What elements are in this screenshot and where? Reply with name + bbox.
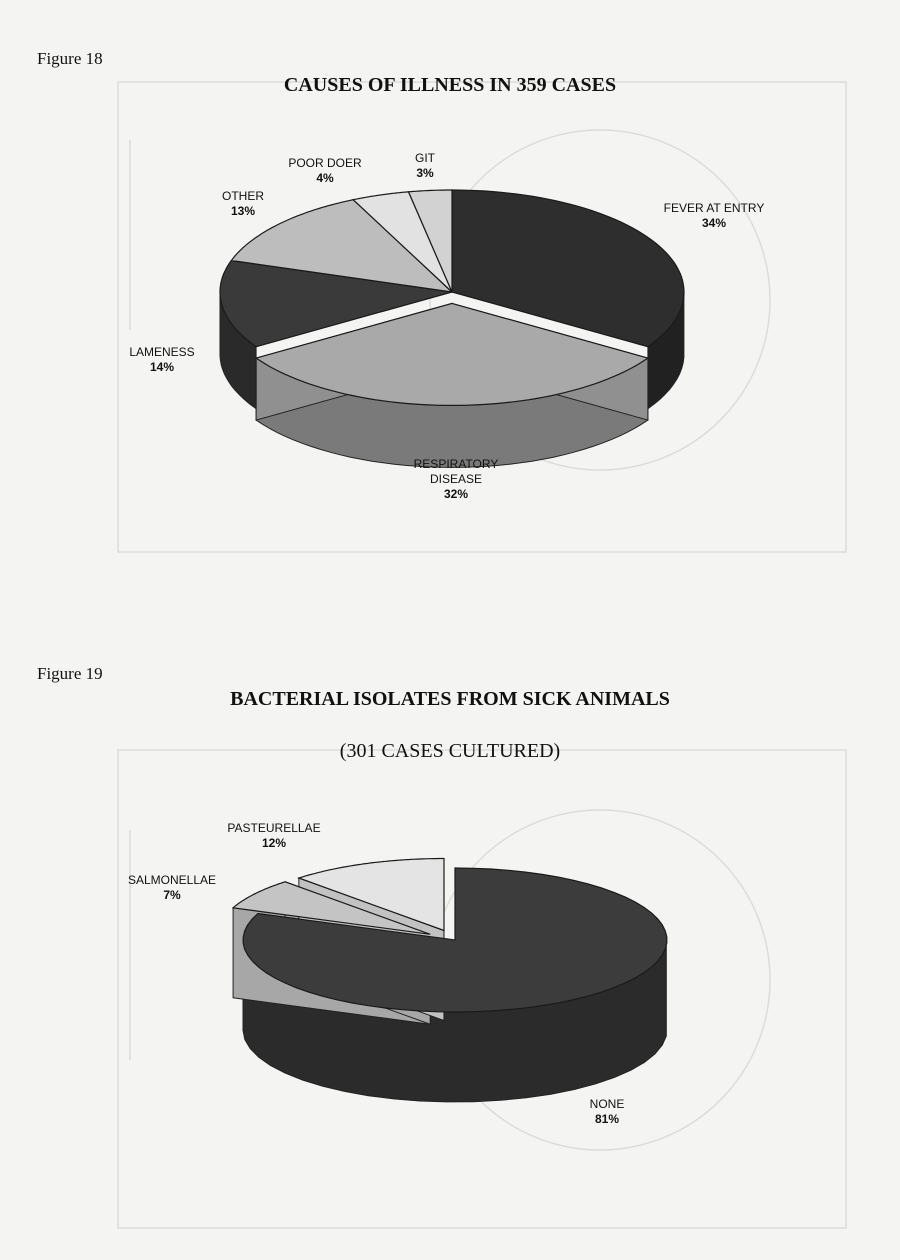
figure-18-title: CAUSES OF ILLNESS IN 359 CASES [283, 74, 617, 96]
illness-pie-label-5: GIT 3% [415, 151, 435, 180]
isolates-pie-tops [233, 859, 667, 1013]
figure-19-label: Figure 19 [37, 664, 103, 683]
illness-pie-label-2: LAMENESS 14% [129, 345, 195, 374]
figure-19-subtitle: (301 CASES CULTURED) [339, 740, 561, 762]
illness-pie-label-1: RESPIRATORY DISEASE 32% [413, 457, 499, 501]
figure-19-title: BACTERIAL ISOLATES FROM SICK ANIMALS [230, 688, 670, 710]
isolates-pie-label-0: NONE 81% [589, 1097, 625, 1126]
isolates-pie-label-1: SALMONELLAE 7% [127, 873, 217, 902]
figure-18-label: Figure 18 [37, 49, 103, 68]
illness-pie-label-4: POOR DOER 4% [288, 156, 362, 185]
illness-pie-label-0: FEVER AT ENTRY 34% [663, 201, 765, 230]
isolates-pie-label-2: PASTEURELLAE 12% [227, 821, 321, 850]
illness-pie-label-3: OTHER 13% [222, 189, 264, 218]
